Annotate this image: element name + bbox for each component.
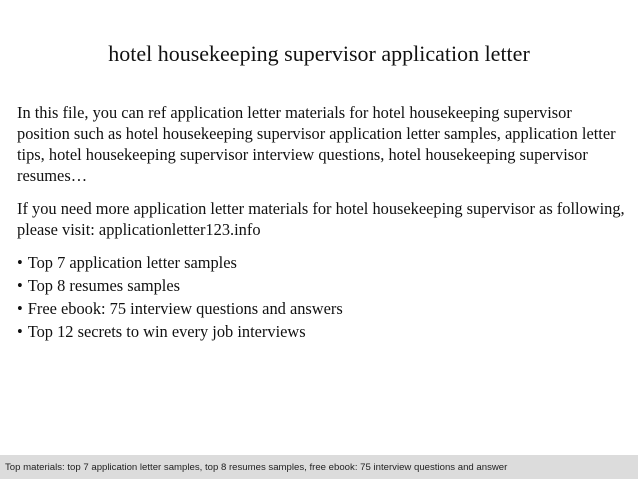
list-item [17,321,627,342]
bullet-icon: • [17,276,23,295]
intro-paragraph: In this file, you can ref application letter materials for hotel housekeeping supervisor position such as hotel housekeeping supervisor application letter samples, application letter tips, hotel housekeeping supervisor interview questions, hotel housekeeping supervisor resumes… [17,103,616,185]
list-item-text: Free ebook: 75 interview questions and answers [27,299,343,318]
slide-content [17,102,627,344]
materials-list [17,252,627,342]
list-item [17,252,627,273]
list-item [17,298,627,319]
page-title: hotel housekeeping supervisor application letter [108,41,530,66]
bullet-icon: • [17,322,23,341]
list-item-text: Top 8 resumes samples [27,276,181,295]
list-item-text: Top 7 application letter samples [27,253,237,272]
list-item [17,275,627,296]
visit-paragraph: If you need more application letter materials for hotel housekeeping supervisor as following, please visit: applicationletter123.info [17,199,625,239]
bullet-icon: • [17,253,23,272]
bullet-icon: • [17,299,23,318]
list-item-text: Top 12 secrets to win every job interviews [27,322,306,341]
footer-text: Top materials: top 7 application letter samples, top 8 resumes samples, free ebook: 75 interview questions and answer [5,461,508,473]
footer-bar [0,455,638,479]
